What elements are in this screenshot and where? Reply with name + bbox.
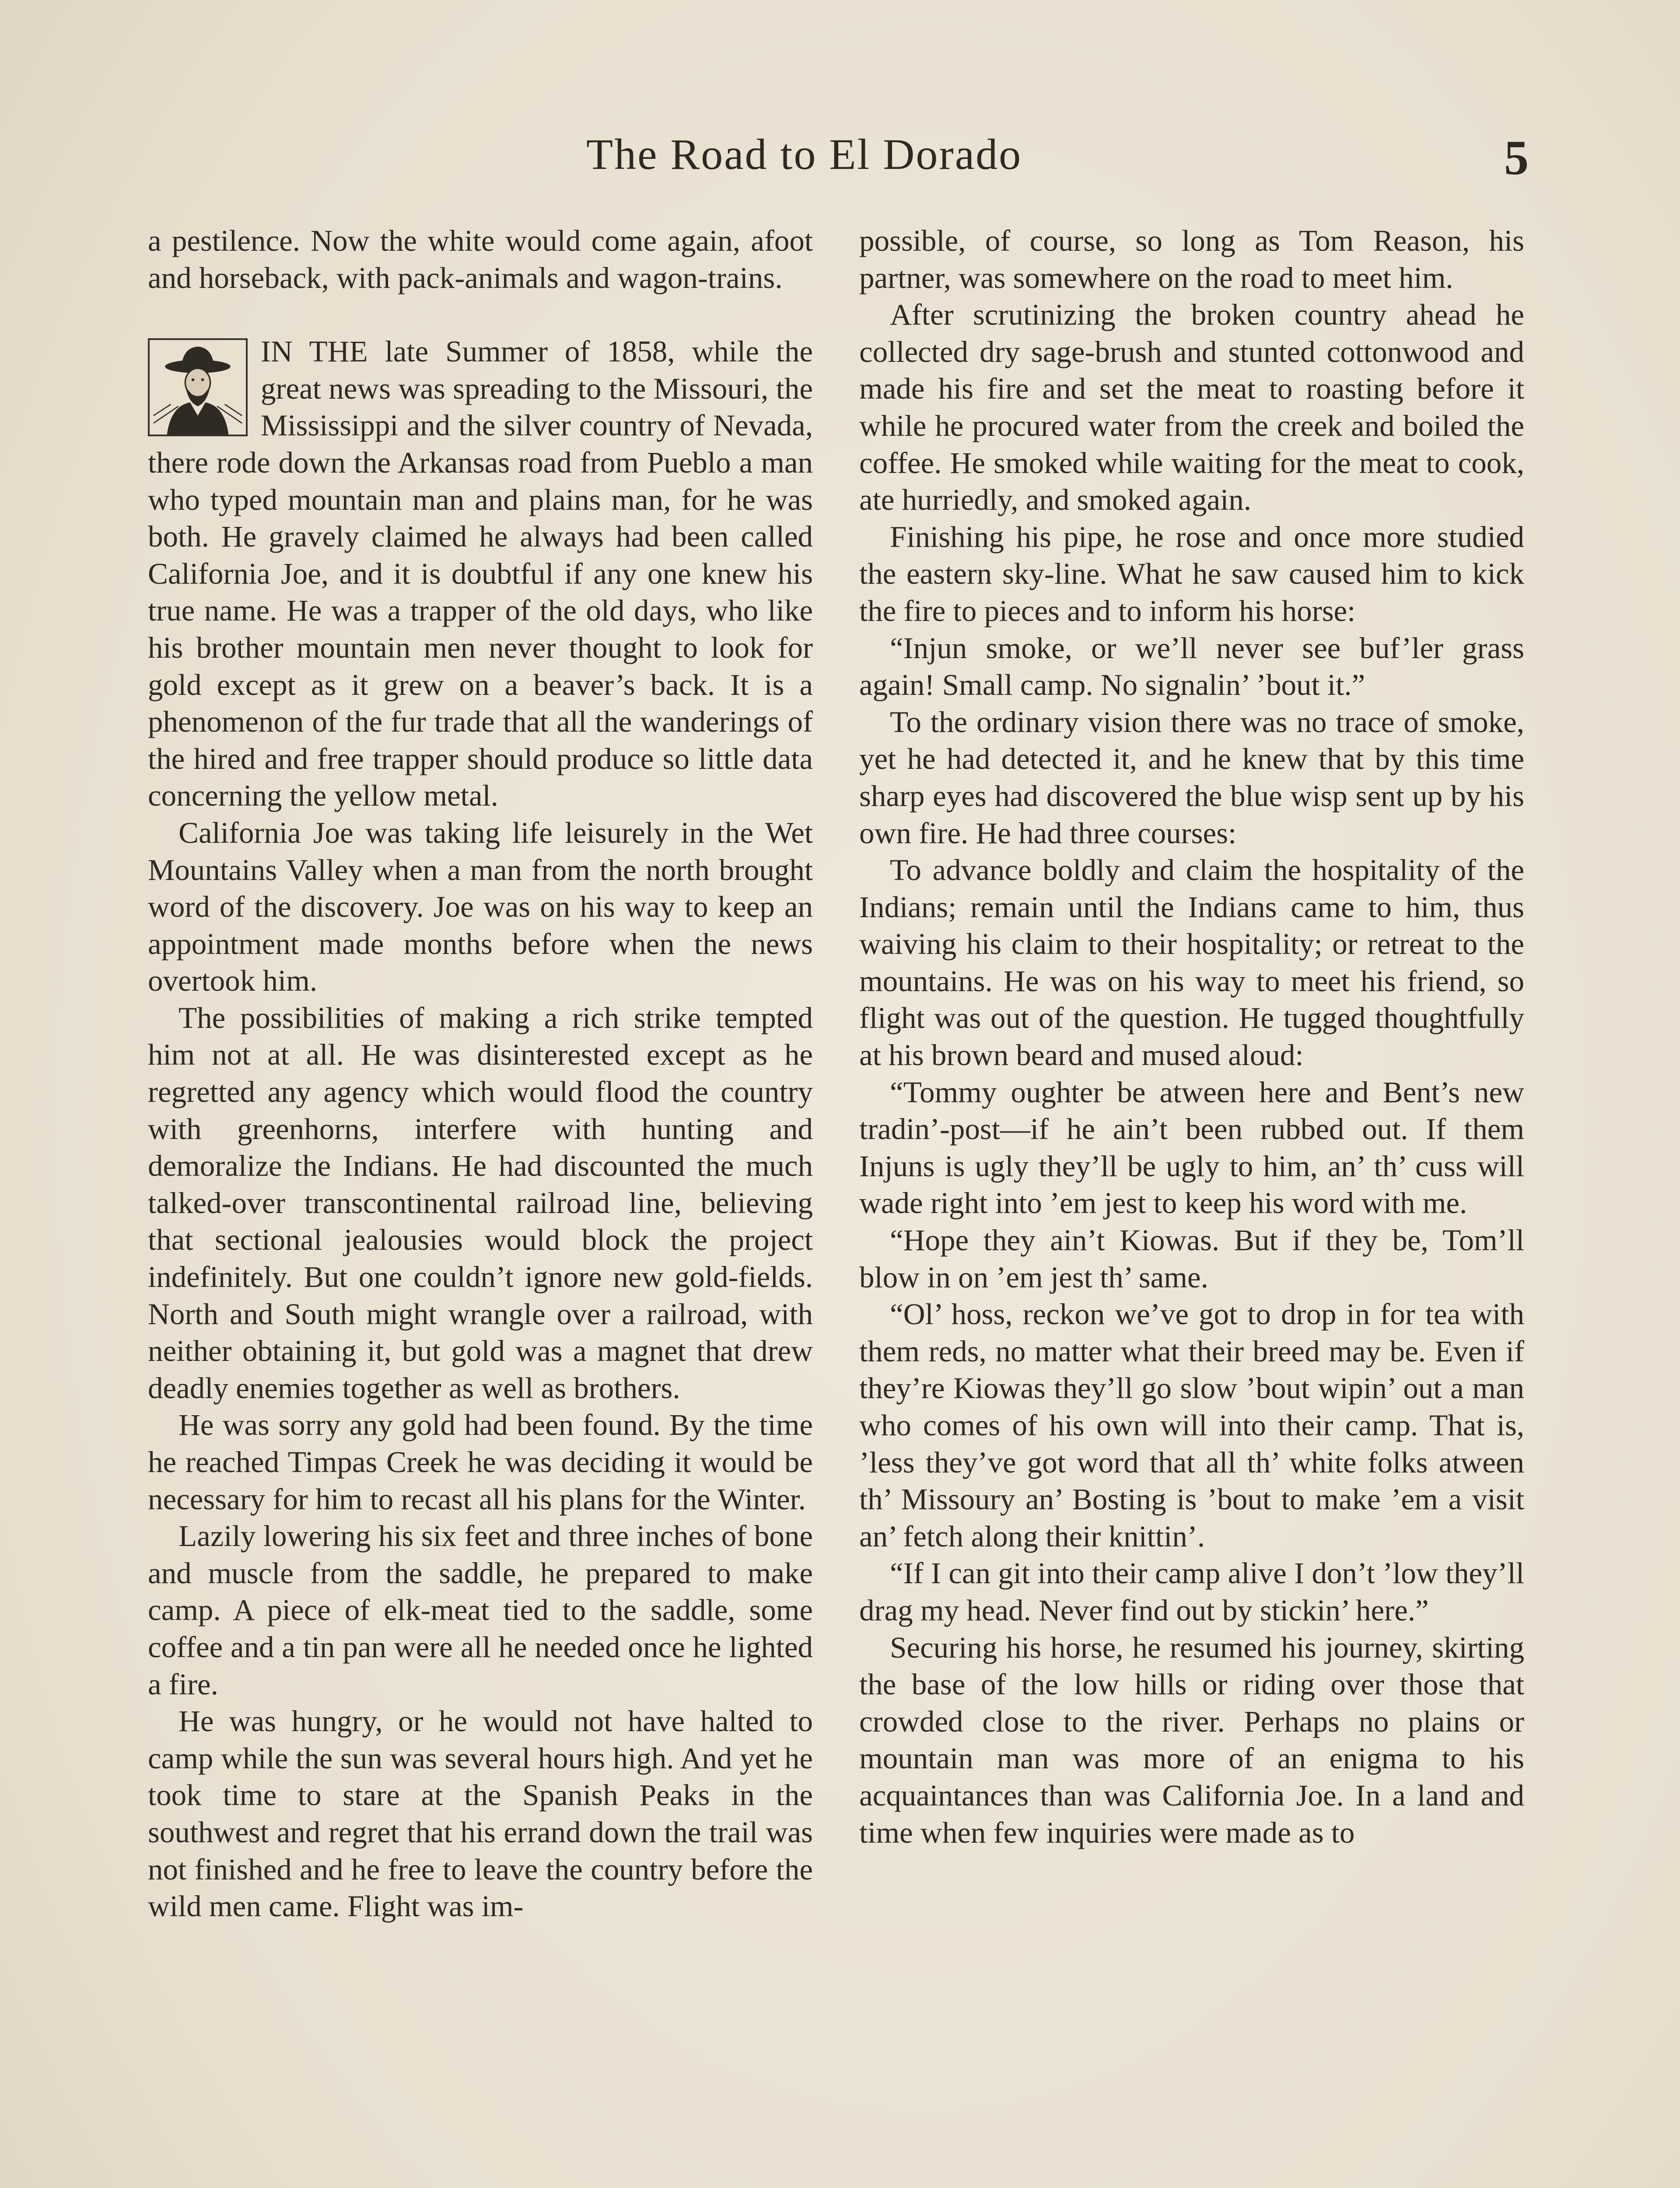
paragraph: California Joe was taking life leisurely in the Wet Mountains Valley when a man from the north brought word of the discovery. Joe was on his way to keep an appointment made months before when the news overtook him. bbox=[148, 816, 813, 998]
opening-paragraph bbox=[148, 333, 813, 814]
running-head bbox=[0, 129, 1680, 185]
paragraph: To the ordinary vision there was no trace of smoke, yet he had detected it, and he knew that by this time sharp eyes had discovered the blue wisp sent up by his own fire. He had three courses: bbox=[859, 705, 1524, 850]
paragraph: “Ol’ hoss, reckon we’ve got to drop in for tea with them reds, no matter what their breed may be. Even if they’re Kiowas they’ll go slow ’bout wipin’ out a man who comes of his own will into their camp. That is, ’less they’ve got word that all th’ white folks atween th’ Missoury an’ Bosting is ’bout to make ’em a visit an’ fetch along their knittin’. bbox=[859, 1297, 1524, 1553]
page-title: The Road to El Dorado bbox=[586, 130, 1022, 179]
paragraph: “Injun smoke, or we’ll never see buf’ler grass again! Small camp. No signalin’ ’bout it.” bbox=[859, 631, 1524, 702]
paragraph: a pestilence. Now the white would come again, afoot and horseback, with pack-animals and wagon-trains. bbox=[148, 224, 813, 295]
paragraph: “If I can git into their camp alive I don’t ’low they’ll drag my head. Never find out by stickin’ here.” bbox=[859, 1557, 1524, 1627]
paragraph: After scrutinizing the broken country ahead he collected dry sage-brush and stunted cottonwood and made his fire and set the meat to roasting before it while he procured water from the creek and boiled the coffee. He smoked while waiting for the meat to cook, ate hurriedly, and smoked again. bbox=[859, 298, 1524, 517]
paragraph: Lazily lowering his six feet and three inches of bone and muscle from the saddle, he prepared to make camp. A piece of elk-meat tied to the saddle, some coffee and a tin pan were all he needed once he lighted a fire. bbox=[148, 1519, 813, 1701]
paragraph: “Tommy oughter be atween here and Bent’s new tradin’-post—if he ain’t been rubbed out. If them Injuns is ugly they’ll be ugly to him, an’ th’ cuss will wade right into ’em jest to keep his word with me. bbox=[859, 1075, 1524, 1220]
paragraph: IN THE late Summer of 1858, while the great news was spreading to the Missouri, the Mississippi and the silver country of Nevada, there rode down the Arkansas road from Pueblo a man who typed mountain man and plains man, for he was both. He gravely claimed he always had been called California Joe, and it is doubtful if any one knew his true name. He was a trapper of the old days, who like his brother mountain men never thought to look for gold except as it grew on a beaver’s back. It is a phenomenon of the fur trade that all the wanderings of the hired and free trapper should produce so little data concerning the yellow metal. bbox=[148, 335, 813, 813]
paragraph: He was hungry, or he would not have halted to camp while the sun was several hours high. And yet he took time to stare at the Spanish Peaks in the southwest and regret that his errand down the trail was not finished and he free to leave the country before the wild men came. Flight was im- bbox=[148, 1704, 813, 1923]
paragraph: Securing his horse, he resumed his journey, skirting the base of the low hills or riding over those that crowded close to the river. Perhaps no plains or mountain man was more of an enigma to his acquaintances than was California Joe. In a land and time when few inquiries were made as to bbox=[859, 1630, 1524, 1849]
page-number: 5 bbox=[1504, 131, 1529, 185]
right-column bbox=[859, 222, 1524, 1851]
portrait-vignette-icon bbox=[148, 338, 248, 436]
paragraph: The possibilities of making a rich strike tempted him not at all. He was disinterested except as he regretted any agency which would flood the country with greenhorns, interfere with hunting and demoralize the Indians. He had discounted the much talked-over transcontinental railroad line, believing that sectional jealousies would block the project indefinitely. But one couldn’t ignore new gold-fields. North and South might wrangle over a railroad, with neither obtaining it, but gold was a magnet that drew deadly enemies together as well as brothers. bbox=[148, 1001, 813, 1405]
paragraph: possible, of course, so long as Tom Reason, his partner, was somewhere on the road to meet him. bbox=[859, 224, 1524, 295]
paragraph: He was sorry any gold had been found. By the time he reached Timpas Creek he was deciding it would be necessary for him to recast all his plans for the Winter. bbox=[148, 1408, 813, 1516]
paragraph: To advance boldly and claim the hospitality of the Indians; remain until the Indians came to him, thus waiving his claim to their hospitality; or retreat to the mountains. He was on his way to meet his friend, so flight was out of the question. He tugged thoughtfully at his brown beard and mused aloud: bbox=[859, 853, 1524, 1072]
paragraph: “Hope they ain’t Kiowas. But if they be, Tom’ll blow in on ’em jest th’ same. bbox=[859, 1224, 1524, 1294]
left-column bbox=[148, 222, 813, 1925]
paragraph: Finishing his pipe, he rose and once more studied the eastern sky-line. What he saw caused him to kick the fire to pieces and to inform his horse: bbox=[859, 520, 1524, 628]
